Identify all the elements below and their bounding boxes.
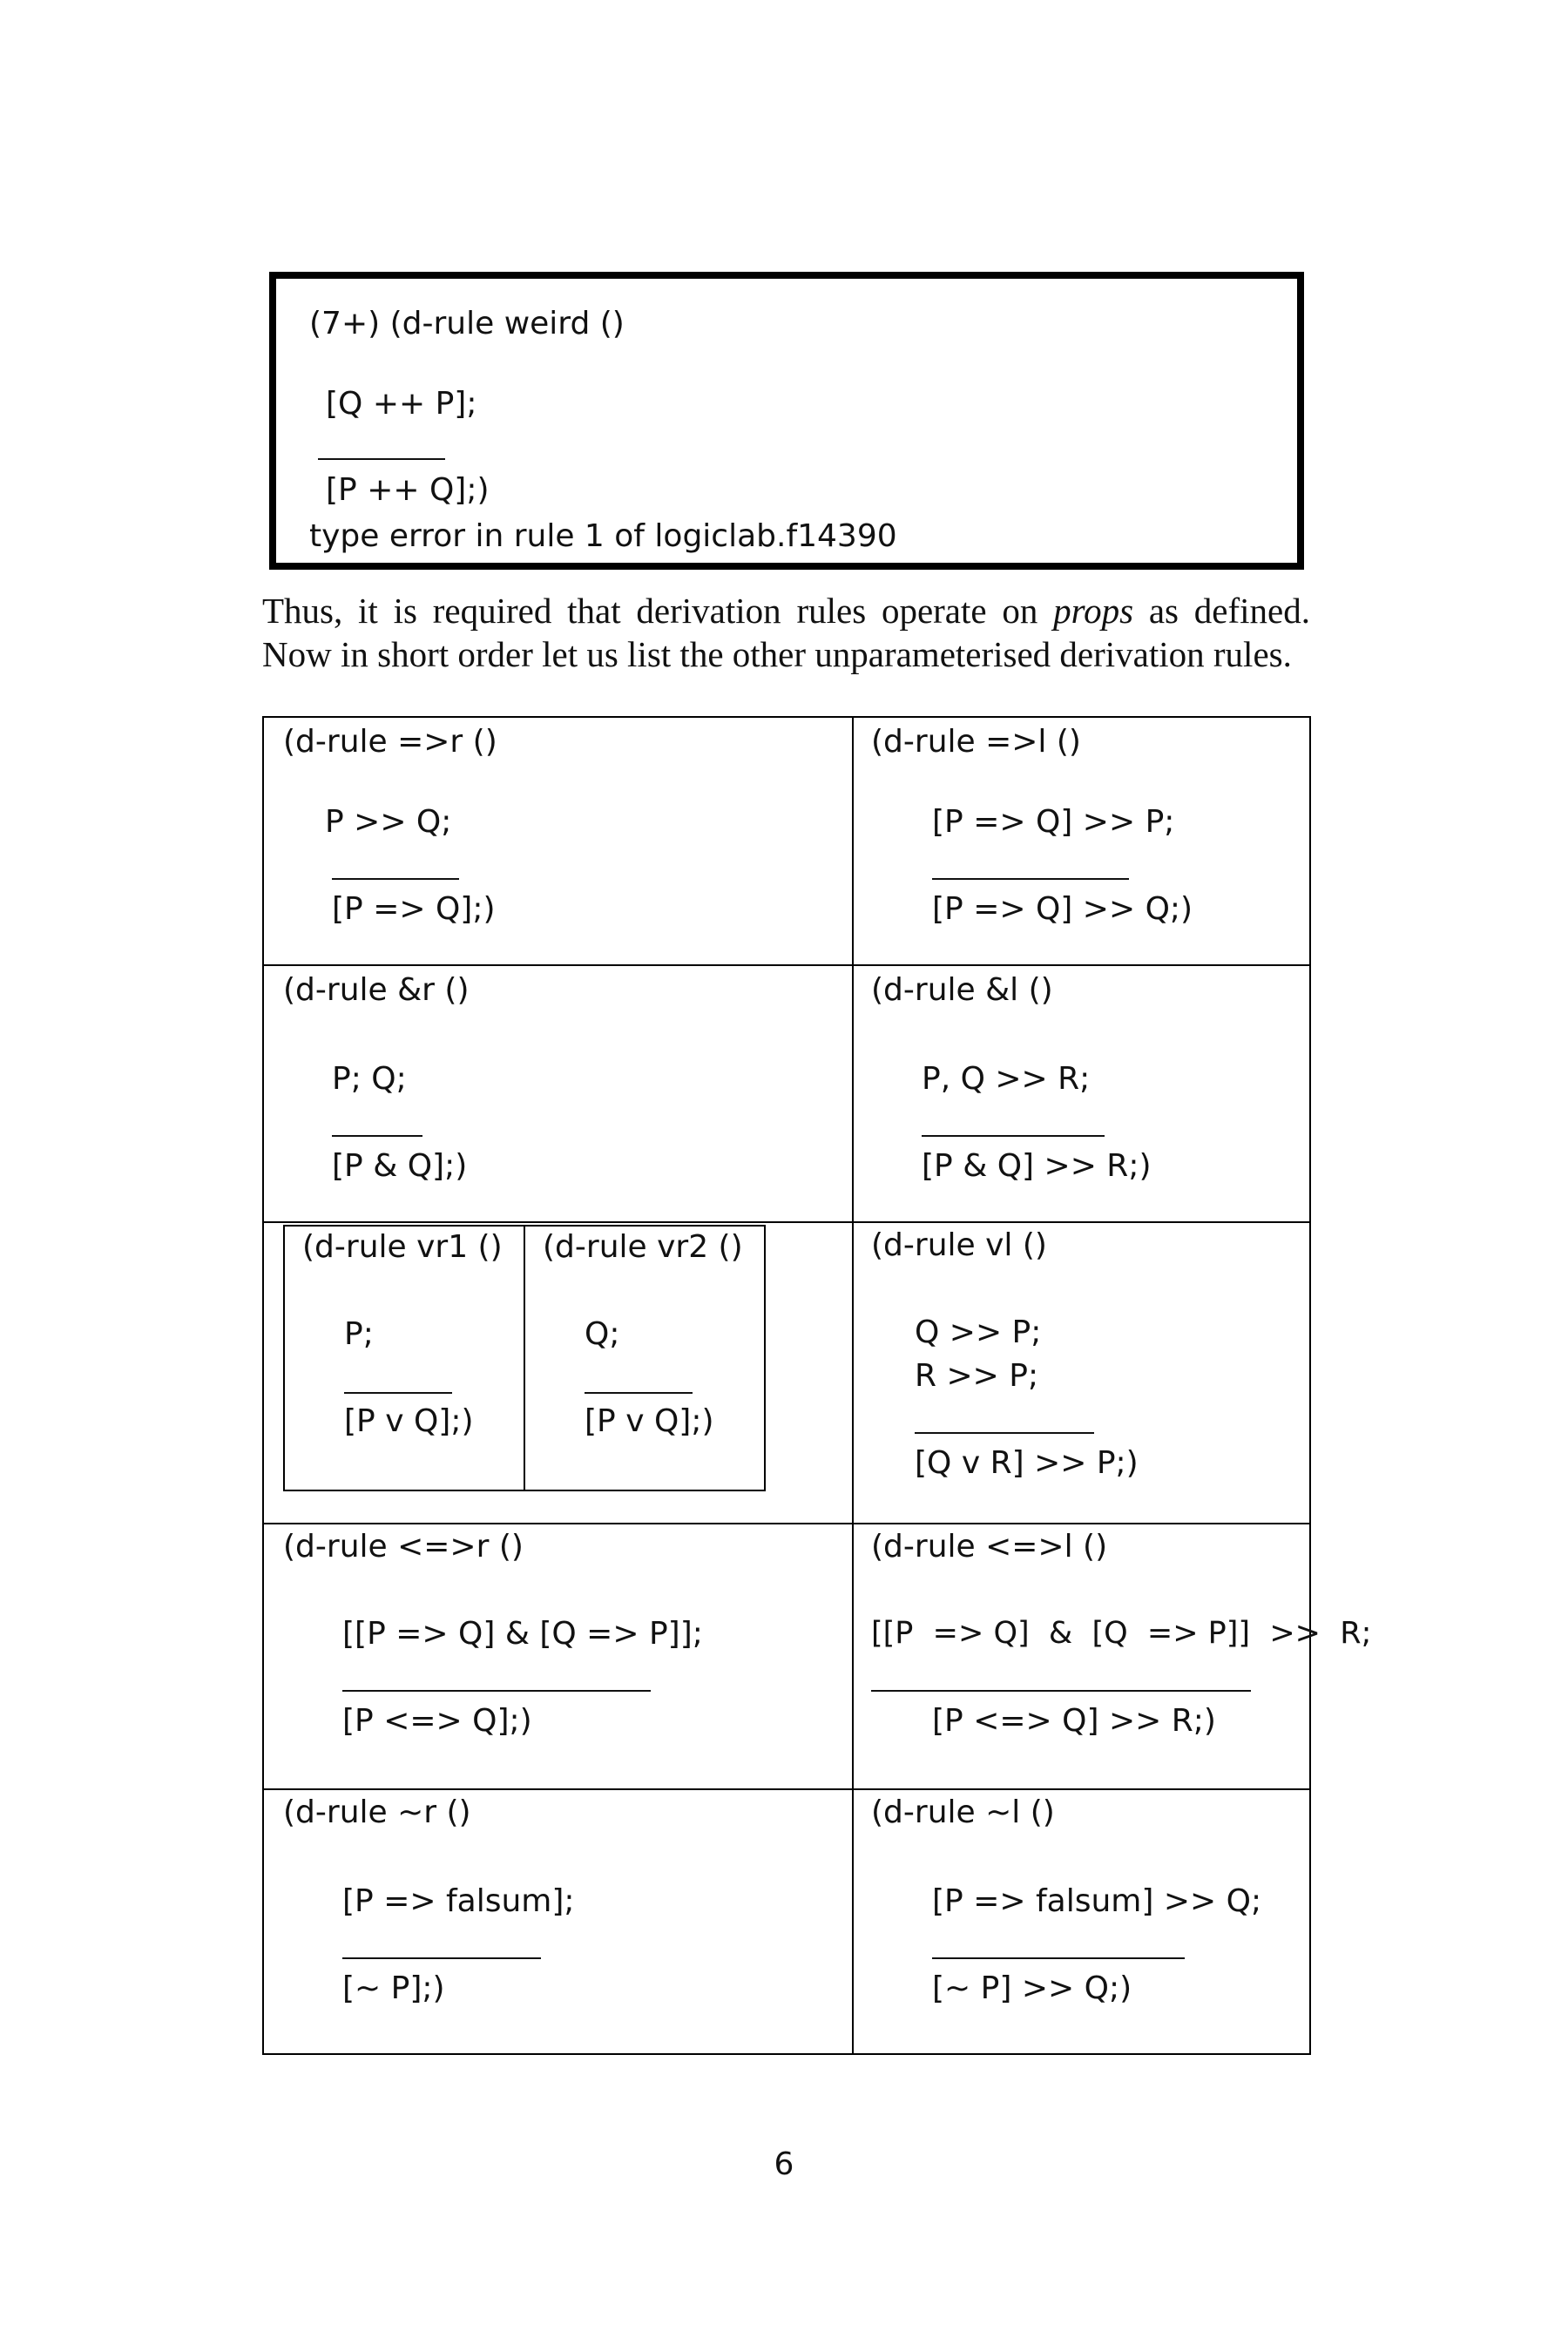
rule-premise: [P => falsum]; — [342, 1883, 575, 1919]
rule-header: (d-rule <=>r () — [283, 1529, 524, 1565]
rule-cell-not-l — [854, 1790, 1309, 2053]
rule-premise: [P => falsum] >> Q; — [932, 1883, 1262, 1919]
inference-line — [332, 878, 459, 880]
rule-conclusion: [~ P];) — [342, 1970, 445, 2006]
rule-cell-and-r — [264, 966, 852, 1221]
rule-weird-conclusion: [P ++ Q];) — [326, 472, 490, 508]
rule-header: (d-rule &l () — [871, 972, 1053, 1008]
rule-header: (d-rule ~l () — [871, 1794, 1055, 1830]
rule-conclusion: [P & Q];) — [332, 1148, 468, 1184]
inference-line — [932, 1957, 1185, 1959]
inference-line — [922, 1135, 1105, 1137]
code-example-box — [269, 272, 1304, 570]
inference-line — [332, 1135, 422, 1137]
rule-premise: [[P => Q] & [Q => P]]; — [342, 1616, 703, 1652]
rule-premise: Q; — [585, 1316, 620, 1352]
inference-line — [342, 1690, 651, 1692]
rule-conclusion: [P => Q] >> Q;) — [932, 891, 1193, 927]
rule-header: (d-rule vr2 () — [543, 1229, 743, 1265]
rule-header: (d-rule ~r () — [283, 1794, 471, 1830]
rule-header: (d-rule <=>l () — [871, 1529, 1108, 1565]
rule-weird-header: (7+) (d-rule weird () — [309, 306, 625, 341]
rule-premise: P; Q; — [332, 1061, 407, 1097]
inference-line — [871, 1690, 1251, 1692]
rule-header: (d-rule vl () — [871, 1227, 1047, 1263]
inference-line — [585, 1392, 693, 1394]
paragraph-line-2: Now in short order let us list the other unparameterised derivation rules. — [262, 634, 1292, 674]
body-paragraph — [262, 589, 1310, 676]
rule-header: (d-rule vr1 () — [302, 1229, 503, 1265]
rule-weird-premise: [Q ++ P]; — [326, 386, 477, 422]
rule-cell-or-l — [854, 1223, 1309, 1523]
inference-line — [915, 1432, 1094, 1434]
rule-cell-iff-r — [264, 1524, 852, 1788]
rule-conclusion: [P => Q];) — [332, 891, 496, 927]
rule-conclusion: [P v Q];) — [585, 1403, 714, 1439]
rule-cell-vr1 — [283, 1225, 525, 1491]
rule-header: (d-rule =>l () — [871, 724, 1081, 760]
inference-line — [344, 1392, 452, 1394]
rule-premise: P >> Q; — [325, 804, 452, 840]
rule-premise: R >> P; — [915, 1358, 1039, 1394]
props-emphasis: props — [1053, 591, 1134, 631]
inference-line — [342, 1957, 541, 1959]
rule-cell-and-l — [854, 966, 1309, 1221]
rule-cell-not-r — [264, 1790, 852, 2053]
rule-conclusion: [P & Q] >> R;) — [922, 1148, 1152, 1184]
rule-cell-impl-l — [854, 718, 1309, 964]
rule-conclusion: [P <=> Q];) — [342, 1703, 532, 1739]
inference-line — [932, 878, 1129, 880]
rule-cell-impl-r — [264, 718, 852, 964]
rule-cell-iff-l — [854, 1524, 1372, 1788]
rule-premise: [[P => Q] & [Q => P]] >> R; — [871, 1616, 1372, 1651]
rule-header: (d-rule =>r () — [283, 724, 497, 760]
rule-premise: P, Q >> R; — [922, 1061, 1091, 1097]
rule-premise: P; — [344, 1316, 374, 1352]
rule-premise: Q >> P; — [915, 1315, 1042, 1350]
rule-conclusion: [~ P] >> Q;) — [932, 1970, 1132, 2006]
rule-premise: [P => Q] >> P; — [932, 804, 1175, 840]
rule-header: (d-rule &r () — [283, 972, 470, 1008]
rule-conclusion: [Q v R] >> P;) — [915, 1445, 1139, 1481]
rule-conclusion: [P v Q];) — [344, 1403, 474, 1439]
type-error-message: type error in rule 1 of logiclab.f14390 — [309, 518, 897, 554]
paragraph-line-1: Thus, it is required that derivation rules operate on props as defined. — [262, 591, 1310, 631]
derivation-rules-table — [262, 716, 1372, 2055]
rule-conclusion: [P <=> Q] >> R;) — [932, 1703, 1216, 1739]
rule-cell-vr2 — [524, 1225, 766, 1491]
page-number: 6 — [774, 2146, 794, 2182]
inference-line — [318, 458, 445, 460]
